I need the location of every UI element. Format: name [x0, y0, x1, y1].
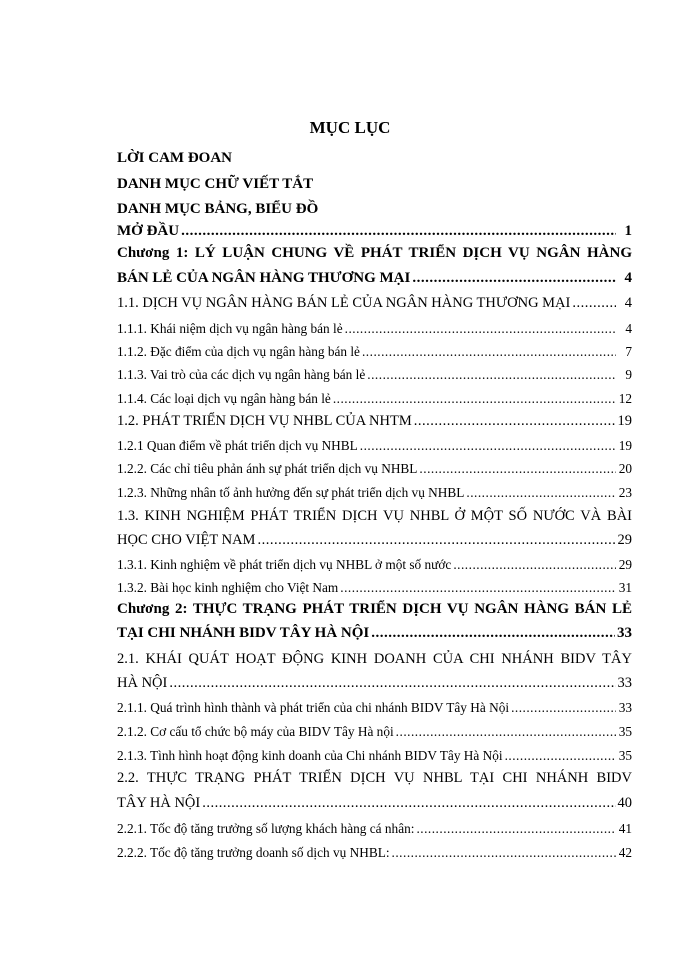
toc-section-2-2-line-1[interactable]: 2.2. THỰC TRẠNG PHÁT TRIỂN DỊCH VỤ NHBL TẠI CHI NHÁNH BIDV [117, 770, 632, 786]
toc-page: 33 [617, 675, 632, 691]
toc-label: 1.2.2. Các chỉ tiêu phản ánh sự phát triển dịch vụ NHBL [117, 461, 418, 476]
toc-label: 2.2.2. Tốc độ tăng trưởng doanh số dịch vụ NHBL: [117, 845, 390, 860]
toc-label: 1.1.2. Đặc điểm của dịch vụ ngân hàng bán lẻ [117, 344, 360, 359]
dot-leader [169, 675, 615, 692]
toc-section-2-2[interactable] [117, 795, 632, 812]
dot-leader [202, 795, 615, 812]
dot-leader [412, 270, 616, 287]
toc-page: 4 [624, 295, 632, 311]
toc-label: BÁN LẺ CỦA NGÂN HÀNG THƯƠNG MẠI [117, 270, 411, 286]
toc-page: 35 [618, 724, 632, 739]
toc-section-1-3[interactable] [117, 532, 632, 549]
toc-section-1-1[interactable] [117, 295, 632, 312]
toc-section-1-1-2[interactable] [117, 344, 632, 360]
toc-section-1-3-1[interactable] [117, 557, 632, 573]
toc-page: 4 [625, 321, 632, 336]
toc-label: 2.2.1. Tốc độ tăng trưởng số lượng khách hàng cá nhân: [117, 821, 415, 836]
toc-chapter-1[interactable] [117, 270, 632, 287]
toc-section-2-2-2[interactable] [117, 845, 632, 861]
dot-leader [360, 438, 616, 454]
toc-title: MỤC LỤC [309, 118, 391, 137]
toc-section-1-2[interactable] [117, 413, 632, 430]
dot-leader [466, 485, 616, 501]
toc-section-2-1-line-1[interactable]: 2.1. KHÁI QUÁT HOẠT ĐỘNG KINH DOANH CỦA CHI NHÁNH BIDV TÂY [117, 651, 632, 667]
toc-section-1-2-1[interactable] [117, 438, 632, 454]
toc-label: MỞ ĐẦU [117, 223, 180, 239]
toc-label: 2.1.2. Cơ cấu tổ chức bộ máy của BIDV Tây Hà nội [117, 724, 394, 739]
dot-leader [392, 845, 616, 861]
dot-leader [181, 223, 616, 240]
toc-label: HÀ NỘI [117, 675, 168, 691]
toc-page: 29 [618, 557, 632, 572]
toc-intro[interactable] [117, 223, 632, 240]
toc-section-2-1[interactable] [117, 675, 632, 692]
toc-label: HỌC CHO VIỆT NAM [117, 532, 256, 548]
toc-tables-figures[interactable]: DANH MỤC BẢNG, BIỂU ĐỒ [117, 201, 319, 217]
toc-section-2-2-1[interactable] [117, 821, 632, 837]
toc-label: 1.1.3. Vai trò của các dịch vụ ngân hàng bán lẻ [117, 367, 366, 382]
toc-page: 33 [617, 625, 632, 641]
toc-section-1-3-2[interactable] [117, 580, 632, 596]
toc-page: 1 [624, 223, 632, 239]
dot-leader [416, 821, 616, 837]
dot-leader [257, 532, 615, 549]
toc-label: 1.2.3. Những nhân tố ảnh hưởng đến sự phát triển dịch vụ NHBL [117, 485, 465, 500]
dot-leader [396, 724, 616, 740]
toc-abbreviations[interactable]: DANH MỤC CHỮ VIẾT TẮT [117, 176, 314, 192]
dot-leader [453, 557, 616, 573]
toc-page: 12 [618, 391, 632, 406]
toc-label: TẠI CHI NHÁNH BIDV TÂY HÀ NỘI [117, 625, 370, 641]
toc-section-1-1-4[interactable] [117, 391, 632, 407]
toc-page: 20 [618, 461, 632, 476]
toc-label: TÂY HÀ NỘI [117, 795, 201, 811]
toc-section-2-1-1[interactable] [117, 700, 632, 716]
toc-section-1-2-3[interactable] [117, 485, 632, 501]
toc-label: 1.3.1. Kinh nghiệm về phát triển dịch vụ NHBL ở một số nước [117, 557, 452, 572]
toc-page: 31 [618, 580, 632, 595]
toc-page: 29 [617, 532, 632, 548]
toc-page: 42 [618, 845, 632, 860]
dot-leader [340, 580, 616, 596]
toc-page: 35 [618, 748, 632, 763]
toc-chapter-2[interactable] [117, 625, 632, 642]
toc-label: 1.3.2. Bài học kinh nghiệm cho Việt Nam [117, 580, 339, 595]
toc-section-2-1-2[interactable] [117, 724, 632, 740]
toc-page: 33 [618, 700, 632, 715]
dot-leader [572, 295, 616, 312]
toc-label: 1.1.4. Các loại dịch vụ ngân hàng bán lẻ [117, 391, 331, 406]
toc-page: 41 [618, 821, 632, 836]
toc-page: 7 [625, 344, 632, 359]
toc-label: 2.1.3. Tình hình hoạt động kinh doanh của Chi nhánh BIDV Tây Hà Nội [117, 748, 503, 763]
toc-label: 2.1.1. Quá trình hình thành và phát triển của chi nhánh BIDV Tây Hà Nội [117, 700, 510, 715]
toc-section-1-2-2[interactable] [117, 461, 632, 477]
dot-leader [362, 344, 616, 360]
toc-label: 1.2. PHÁT TRIỂN DỊCH VỤ NHBL CỦA NHTM [117, 413, 412, 429]
dot-leader [367, 367, 616, 383]
dot-leader [505, 748, 616, 764]
toc-label: 1.1.1. Khái niệm dịch vụ ngân hàng bán lẻ [117, 321, 343, 336]
toc-page: 40 [617, 795, 632, 811]
toc-section-2-1-3[interactable] [117, 748, 632, 764]
toc-page: 23 [618, 485, 632, 500]
toc-section-1-1-3[interactable] [117, 367, 632, 383]
toc-page: 19 [618, 438, 632, 453]
toc-chapter-1-line-1[interactable]: Chương 1: LÝ LUẬN CHUNG VỀ PHÁT TRIỂN DỊCH VỤ NGÂN HÀNG [117, 245, 632, 261]
dot-leader [414, 413, 616, 430]
toc-loi-cam-doan[interactable]: LỜI CAM ĐOAN [117, 150, 232, 166]
toc-label: 1.1. DỊCH VỤ NGÂN HÀNG BÁN LẺ CỦA NGÂN HÀNG THƯƠNG MẠI [117, 295, 571, 311]
toc-page: 19 [617, 413, 632, 429]
toc-chapter-2-line-1[interactable]: Chương 2: THỰC TRẠNG PHÁT TRIỂN DỊCH VỤ NGÂN HÀNG BÁN LẺ [117, 601, 632, 617]
toc-page: 9 [625, 367, 632, 382]
toc-page: 4 [624, 270, 632, 286]
dot-leader [333, 391, 616, 407]
dot-leader [371, 625, 615, 642]
dot-leader [419, 461, 616, 477]
toc-label: 1.2.1 Quan điểm về phát triển dịch vụ NHBL [117, 438, 358, 453]
dot-leader [511, 700, 616, 716]
toc-section-1-3-line-1[interactable]: 1.3. KINH NGHIỆM PHÁT TRIỂN DỊCH VỤ NHBL Ở MỘT SỐ NƯỚC VÀ BÀI [117, 508, 632, 524]
dot-leader [345, 321, 616, 337]
toc-section-1-1-1[interactable] [117, 321, 632, 337]
